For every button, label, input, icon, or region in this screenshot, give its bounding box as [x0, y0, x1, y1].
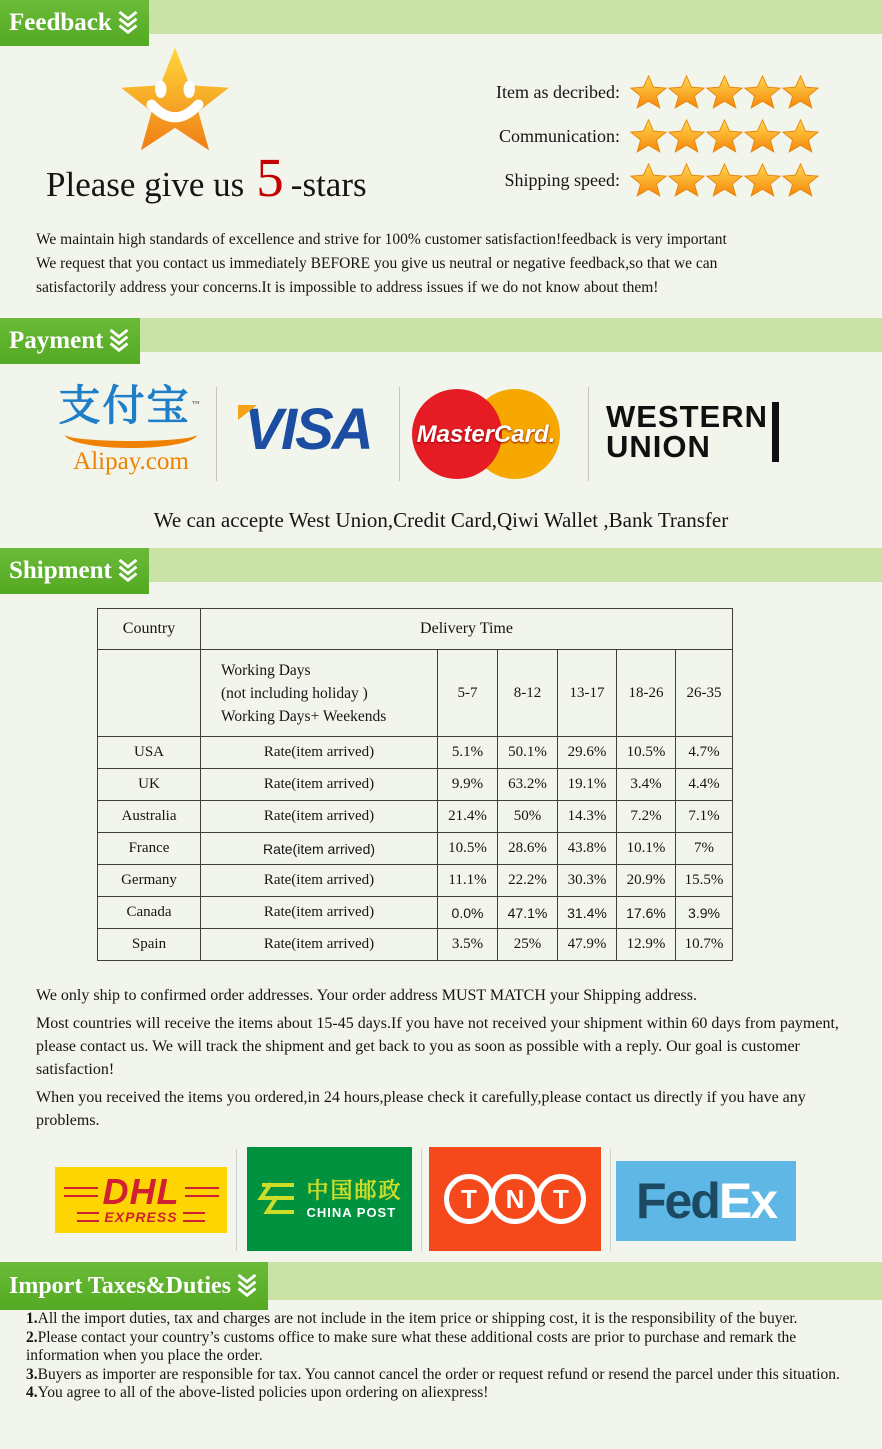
rate-cell: 17.6%: [617, 897, 676, 929]
rate-cell: 21.4%: [438, 801, 498, 833]
working-days-line: Working Days+ Weekends: [221, 707, 387, 725]
working-days-line: Working Days: [221, 661, 311, 679]
rate-label-cell: Rate(item arrived): [201, 833, 438, 865]
alipay-url-label: Alipay.com: [73, 448, 189, 475]
period-cell: 18-26: [617, 650, 676, 737]
star-icon: [706, 118, 743, 155]
china-post-english-label: CHINA POST: [306, 1204, 397, 1220]
rating-stars: [630, 118, 820, 155]
tnt-letter: N: [505, 1183, 525, 1214]
star-icon: [744, 74, 781, 111]
rate-cell: 5.1%: [438, 737, 498, 769]
star-icon: [744, 162, 781, 199]
star-icon: [782, 162, 819, 199]
list-item-text: Buyers as importer are responsible for tax. You cannot cancel the order or request refund or resend the parcel under this situation.: [37, 1365, 840, 1383]
rate-cell: 10.5%: [438, 833, 498, 865]
separator: [216, 387, 217, 481]
rate-cell: 9.9%: [438, 769, 498, 801]
payment-section-band: [0, 318, 882, 352]
dhl-express-label: EXPRESS: [104, 1209, 178, 1225]
visa-notch-icon: [238, 405, 257, 420]
feedback-note-line: We request that you contact us immediately BEFORE you give us neutral or negative feedback,so that we can: [36, 255, 718, 272]
star-icon: [668, 162, 705, 199]
chevrons-down-icon: [236, 1273, 258, 1299]
rate-cell: 47.9%: [558, 929, 617, 961]
shipment-header-label: Shipment: [9, 557, 112, 584]
dhl-stripes-icon: [183, 1212, 205, 1222]
plea-number: 5: [256, 147, 284, 208]
separator: [399, 387, 400, 481]
delivery-table: [97, 608, 733, 961]
feedback-section-band: [0, 0, 882, 34]
rate-cell: 11.1%: [438, 865, 498, 897]
rate-cell: 7.1%: [676, 801, 733, 833]
list-item-number: 1.: [26, 1310, 38, 1327]
feedback-header-button[interactable]: [0, 0, 149, 46]
western-union-logo: [606, 399, 779, 464]
alipay-chinese-label: 支付宝: [58, 381, 191, 430]
shipment-note: Most countries will receive the items about 15-45 days.If you have not received your shipment within 60 days from payment, please contact us. We will track the shipment and get back to you as soon as possible with a reply. Our goal is customer satisfaction!: [36, 1015, 839, 1078]
list-item: [26, 1329, 860, 1366]
country-header-cell: Country: [98, 609, 201, 650]
country-cell: Germany: [98, 865, 201, 897]
rate-cell: 3.4%: [617, 769, 676, 801]
rate-label-cell: Rate(item arrived): [201, 929, 438, 961]
taxes-header-label: Import Taxes&Duties: [9, 1272, 232, 1299]
rating-label: Item as decribed:: [496, 81, 620, 102]
dhl-logo: [55, 1167, 227, 1233]
western-union-line1: WESTERN: [606, 399, 768, 434]
fedex-ex-label: Ex: [718, 1173, 777, 1229]
table-row: [98, 801, 733, 833]
feedback-note: [36, 228, 852, 300]
list-item-text: You agree to all of the above-listed policies upon ordering on aliexpress!: [37, 1384, 489, 1401]
tnt-logo: [429, 1147, 601, 1251]
tnt-letter: T: [553, 1183, 569, 1214]
rate-cell: 10.5%: [617, 737, 676, 769]
five-star-plea: [46, 147, 367, 208]
working-days-cell: [201, 650, 438, 737]
empty-cell: [98, 650, 201, 737]
rate-cell: 29.6%: [558, 737, 617, 769]
country-cell: USA: [98, 737, 201, 769]
mastercard-label: MasterCard.: [416, 421, 556, 448]
star-icon: [706, 74, 743, 111]
taxes-section-band: [0, 1262, 882, 1300]
list-item-text: Please contact your country’s customs office to make sure what these additional costs are prior to purchase and remark the information when you place the order.: [26, 1328, 797, 1364]
rate-cell: 4.4%: [676, 769, 733, 801]
period-cell: 26-35: [676, 650, 733, 737]
rate-cell: 50%: [498, 801, 558, 833]
fedex-fed-label: Fed: [635, 1173, 719, 1229]
period-cell: 5-7: [438, 650, 498, 737]
list-item: [26, 1310, 860, 1329]
chevrons-down-icon: [108, 328, 130, 354]
tnt-circle: [444, 1174, 494, 1224]
visa-label: VISA: [244, 397, 372, 462]
payment-accept-note: We can accepte West Union,Credit Card,Qiwi Wallet ,Bank Transfer: [153, 508, 729, 532]
tnt-circle: [536, 1174, 586, 1224]
rate-cell: 3.5%: [438, 929, 498, 961]
rate-cell: 10.7%: [676, 929, 733, 961]
star-icon: [630, 118, 667, 155]
star-icon: [706, 162, 743, 199]
star-icon: [630, 162, 667, 199]
carrier-logos: [0, 1147, 882, 1253]
rate-cell: 15.5%: [676, 865, 733, 897]
plea-suffix: -stars: [290, 165, 367, 204]
rating-row: [440, 114, 820, 158]
mastercard-logo: [412, 388, 560, 480]
rate-cell: 14.3%: [558, 801, 617, 833]
rate-cell: 3.9%: [676, 897, 733, 929]
rating-list: [440, 70, 820, 202]
table-row: [98, 897, 733, 929]
shipment-note: We only ship to confirmed order addresses. Your order address MUST MATCH your Shipping address.: [36, 987, 698, 1004]
rate-cell: 50.1%: [498, 737, 558, 769]
rate-cell: 0.0%: [438, 897, 498, 929]
tnt-letter: T: [461, 1183, 477, 1214]
rate-cell: 31.4%: [558, 897, 617, 929]
rate-cell: 43.8%: [558, 833, 617, 865]
period-cell: 13-17: [558, 650, 617, 737]
rate-cell: 7.2%: [617, 801, 676, 833]
shipment-header-button[interactable]: [0, 548, 149, 594]
separator: [588, 387, 589, 481]
rate-cell: 12.9%: [617, 929, 676, 961]
table-subheader-row: [98, 650, 733, 737]
working-days-line: (not including holiday ): [221, 684, 368, 702]
alipay-logo: [52, 381, 210, 476]
rate-cell: 47.1%: [498, 897, 558, 929]
chevrons-down-icon: [117, 558, 139, 584]
shipment-notes: [36, 984, 854, 1137]
dhl-label: DHL: [102, 1171, 180, 1212]
table-row: [98, 929, 733, 961]
rating-stars: [630, 162, 820, 199]
period-cell: 8-12: [498, 650, 558, 737]
china-post-emblem-icon: [256, 1178, 298, 1220]
star-icon: [668, 74, 705, 111]
star-icon: [744, 118, 781, 155]
table-row: [98, 865, 733, 897]
feedback-note-line: satisfactorily address your concerns.It is impossible to address issues if we do not know about them!: [36, 279, 659, 296]
western-union-line2: UNION: [606, 429, 711, 464]
dhl-stripes-icon: [185, 1187, 219, 1197]
payment-logos: [0, 381, 882, 485]
table-header-row: [98, 609, 733, 650]
china-post-chinese-label: 中国邮政: [306, 1178, 403, 1204]
country-cell: Canada: [98, 897, 201, 929]
list-item-text: All the import duties, tax and charges are not include in the item price or shipping cost, it is the responsibility of the buyer.: [37, 1310, 798, 1327]
rate-cell: 25%: [498, 929, 558, 961]
china-post-logo: [247, 1147, 412, 1251]
rating-row: [440, 70, 820, 114]
rating-label: Shipping speed:: [504, 169, 620, 190]
country-cell: Australia: [98, 801, 201, 833]
separator: [236, 1149, 237, 1251]
list-item-number: 4.: [26, 1384, 38, 1401]
list-item: [26, 1384, 860, 1403]
rate-cell: 7%: [676, 833, 733, 865]
rate-cell: 10.1%: [617, 833, 676, 865]
dhl-stripes-icon: [77, 1212, 99, 1222]
rate-cell: 20.9%: [617, 865, 676, 897]
shipment-section-band: [0, 548, 882, 582]
taxes-header-button[interactable]: [0, 1262, 268, 1310]
rate-cell: 4.7%: [676, 737, 733, 769]
rate-cell: 19.1%: [558, 769, 617, 801]
rate-cell: 28.6%: [498, 833, 558, 865]
rate-label-cell: Rate(item arrived): [201, 897, 438, 929]
shipment-note: When you received the items you ordered,in 24 hours,please check it carefully,please contact us directly if you have any problems.: [36, 1089, 806, 1129]
visa-logo: [228, 397, 388, 462]
country-cell: France: [98, 833, 201, 865]
table-row: [98, 833, 733, 865]
rate-label-cell: Rate(item arrived): [201, 737, 438, 769]
country-cell: UK: [98, 769, 201, 801]
rate-cell: 63.2%: [498, 769, 558, 801]
dhl-stripes-icon: [64, 1187, 98, 1197]
feedback-note-line: We maintain high standards of excellence and strive for 100% customer satisfaction!feedback is very important: [36, 231, 727, 248]
plea-prefix: Please give us: [46, 165, 245, 204]
rate-label-cell: Rate(item arrived): [201, 865, 438, 897]
alipay-trademark: ™: [190, 399, 204, 412]
country-cell: Spain: [98, 929, 201, 961]
import-taxes-list: [26, 1310, 860, 1403]
star-icon: [630, 74, 667, 111]
smiley-star-image: [114, 44, 236, 162]
fedex-logo: [616, 1161, 796, 1241]
rate-cell: 30.3%: [558, 865, 617, 897]
star-icon: [668, 118, 705, 155]
rate-label-cell: Rate(item arrived): [201, 801, 438, 833]
separator: [610, 1149, 611, 1251]
star-icon: [782, 118, 819, 155]
rate-cell: 22.2%: [498, 865, 558, 897]
payment-header-label: Payment: [9, 327, 104, 354]
star-icon: [782, 74, 819, 111]
feedback-header-label: Feedback: [9, 9, 112, 36]
list-item-number: 3.: [26, 1365, 38, 1383]
western-union-bar: [772, 402, 779, 462]
delivery-time-header-cell: Delivery Time: [201, 609, 733, 650]
list-item-number: 2.: [26, 1328, 38, 1346]
table-row: [98, 737, 733, 769]
chevrons-down-icon: [117, 10, 139, 36]
table-row: [98, 769, 733, 801]
tnt-circle: [490, 1174, 540, 1224]
rating-row: [440, 158, 820, 202]
rating-label: Communication:: [499, 125, 620, 146]
rate-label-cell: Rate(item arrived): [201, 769, 438, 801]
list-item: [26, 1366, 860, 1385]
rating-stars: [630, 74, 820, 111]
payment-header-button[interactable]: [0, 318, 140, 364]
separator: [421, 1149, 422, 1251]
